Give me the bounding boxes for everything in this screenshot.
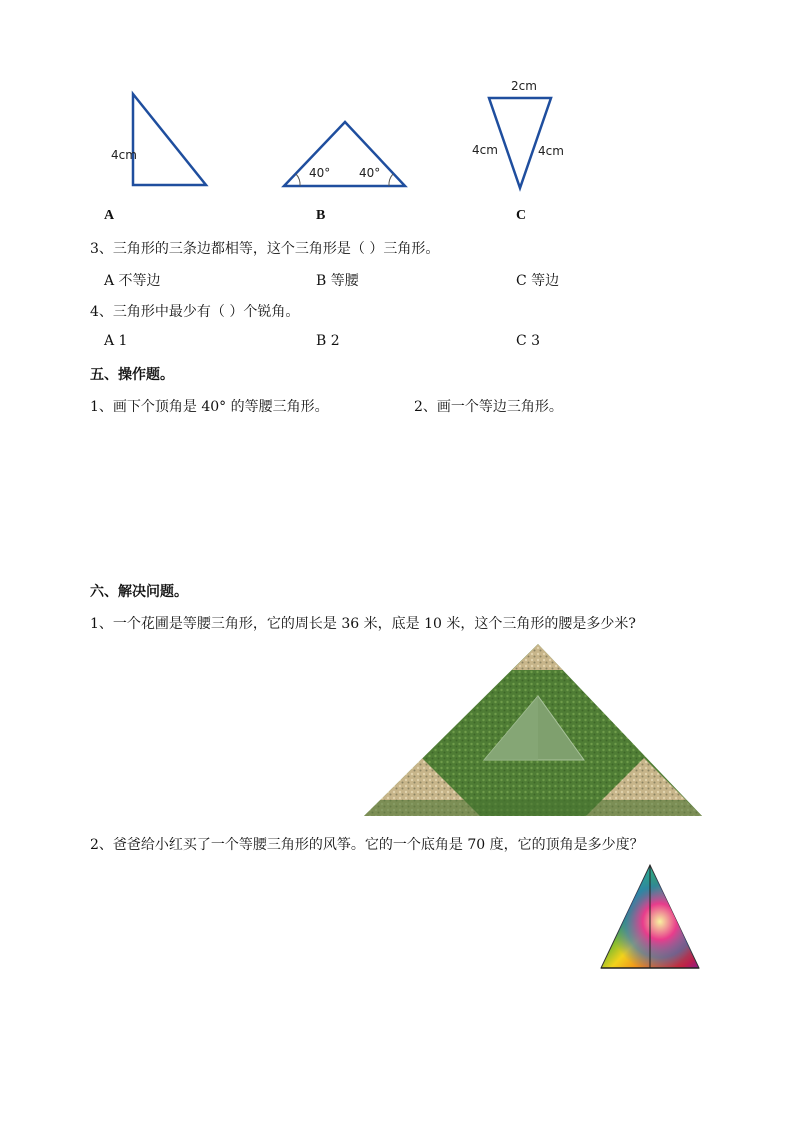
triangle-b-left-angle: 40° [309,166,331,180]
triangle-c-left-label: 4cm [472,143,498,157]
kite-image [598,862,702,972]
triangle-b-figure [278,116,414,192]
section-5-item-1: 1、画下个顶角是 40° 的等腰三角形。 [90,399,329,415]
section-5-title: 五、操作题。 [90,367,174,383]
figure-a-letter: A [104,208,115,223]
question-4-option-a: A 1 [104,333,128,349]
section-5-item-2: 2、画一个等边三角形。 [414,399,563,415]
question-3-option-c: C 等边 [516,273,560,289]
section-6-title: 六、解决问题。 [90,584,188,600]
triangle-c-figure [468,74,574,196]
question-3-option-a: A 不等边 [104,273,161,289]
problem-2-text: 2、爸爸给小红买了一个等腰三角形的风筝。它的一个底角是 70 度，它的顶角是多少度？ [90,837,644,853]
figure-b-letter: B [316,208,326,223]
figure-c-letter: C [516,208,527,223]
garden-triangle-image [362,640,704,820]
triangle-a-side-label: 4cm [111,148,137,162]
question-4-text: 4、三角形中最少有（ ）个锐角。 [90,304,300,320]
triangle-a-figure [100,88,220,198]
question-3-option-b: B 等腰 [316,273,359,289]
question-4-option-b: B 2 [316,333,340,349]
question-4-option-c: C 3 [516,333,541,349]
problem-1-text: 1、一个花圃是等腰三角形，它的周长是 36 米，底是 10 米，这个三角形的腰是多少米? [90,616,636,632]
triangle-c-right-label: 4cm [538,144,564,158]
question-3-text: 3、三角形的三条边都相等，这个三角形是（ ）三角形。 [90,241,440,257]
triangle-c-top-label: 2cm [511,79,537,93]
triangle-b-right-angle: 40° [359,166,381,180]
